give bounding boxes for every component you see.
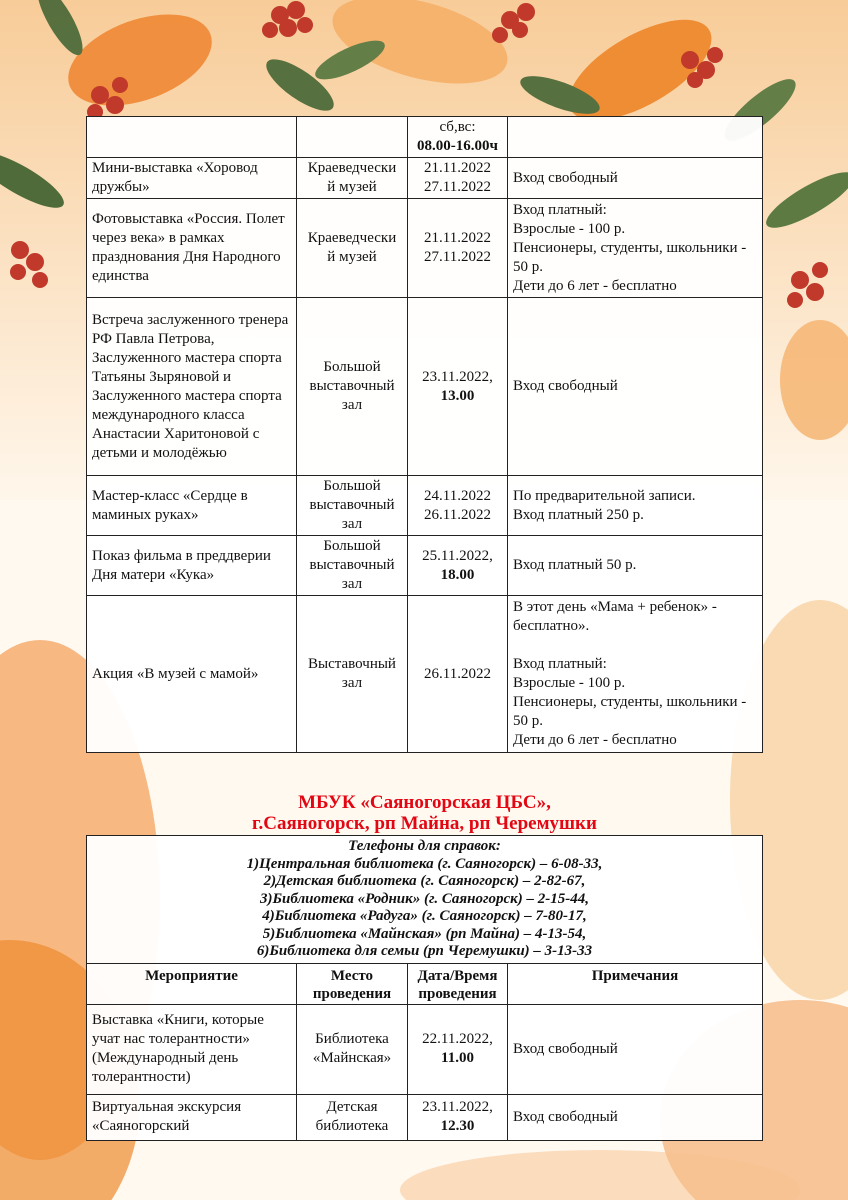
place-cell: Большой выставочный зал: [297, 298, 408, 476]
phone-line: 6)Библиотека для семьи (рп Черемушки) – 3-13-33: [256, 943, 593, 959]
date-text: сб,вс:: [439, 119, 476, 135]
date-cell: 21.11.2022 27.11.2022: [408, 158, 508, 199]
event-cell: Встреча заслуженного тренера РФ Павла Петрова, Заслуженного мастера спорта Татьяны Зыряновой и Заслуженного мастера спорта международного класса Анастасии Харитоновой с детьми и молодёжью: [87, 298, 297, 476]
place-cell: Детская библиотека: [297, 1094, 408, 1140]
date-cell: [408, 1004, 508, 1094]
date-cell: [408, 298, 508, 476]
phones-row: [87, 836, 763, 964]
table-row: [87, 1094, 763, 1140]
table-row: [87, 199, 763, 298]
date-text: 25.11.2022,: [422, 547, 493, 564]
note-cell: Вход свободный: [508, 158, 763, 199]
phones-cell: [87, 836, 763, 964]
date-cell: 21.11.2022 27.11.2022: [408, 199, 508, 298]
place-cell: Большой выставочный зал: [297, 476, 408, 536]
note-cell: Вход платный 50 р.: [508, 536, 763, 596]
phone-line: 5)Библиотека «Майнская» (рп Майна) – 4-13-54,: [262, 925, 587, 942]
event-cell: Выставка «Книги, которые учат нас толерантности» (Международный день толерантности): [87, 1004, 297, 1094]
section-title-line: г.Саяногорск, рп Майна, рп Черемушки: [252, 813, 597, 834]
section-title-line: МБУК «Саяногорская ЦБС»,: [298, 792, 551, 813]
place-cell: Выставочный зал: [297, 596, 408, 753]
table-row: [87, 536, 763, 596]
phone-line: 1)Центральная библиотека (г. Саяногорск) – 6-08-33,: [246, 855, 603, 872]
date-text: 22.11.2022,: [422, 1031, 493, 1047]
table-row: [87, 476, 763, 536]
note-cell: В этот день «Мама + ребенок» - бесплатно». Вход платный: Взрослые - 100 р. Пенсионеры, студенты, школьники - 50 р. Дети до 6 лет - бесплатно: [508, 596, 763, 753]
column-header: Мероприятие: [87, 963, 297, 1004]
library-events-table: [86, 835, 763, 1141]
table-row: [87, 1004, 763, 1094]
place-cell: Краеведчески й музей: [297, 158, 408, 199]
phone-line: 2)Детская библиотека (г. Саяногорск) – 2-82-67,: [263, 873, 586, 889]
time-text: 12.30: [440, 1118, 475, 1134]
event-cell: Виртуальная экскурсия «Саяногорский: [87, 1094, 297, 1140]
event-cell: Мастер-класс «Сердце в маминых руках»: [87, 476, 297, 536]
date-text: 23.11.2022,: [422, 1099, 493, 1115]
date-cell: [408, 536, 508, 596]
table-row: [87, 158, 763, 199]
date-cell: [408, 117, 508, 158]
date-cell: 24.11.2022 26.11.2022: [408, 476, 508, 536]
place-cell: [297, 117, 408, 158]
event-cell: Акция «В музей с мамой»: [87, 596, 297, 753]
event-cell: Фотовыставка «Россия. Полет через века» в рамках празднования Дня Народного единства: [87, 199, 297, 298]
note-cell: Вход свободный: [508, 1004, 763, 1094]
time-text: 18.00: [440, 566, 475, 583]
note-cell: Вход свободный: [508, 1094, 763, 1140]
museum-events-table: [86, 116, 763, 753]
note-cell: [508, 117, 763, 158]
column-header: Дата/Время проведения: [408, 963, 508, 1004]
table-row: [87, 298, 763, 476]
event-cell: Показ фильма в преддверии Дня матери «Кука»: [87, 536, 297, 596]
time-text: 08.00-16.00ч: [417, 138, 498, 154]
date-text: 23.11.2022,: [422, 368, 493, 385]
time-text: 13.00: [440, 387, 475, 404]
date-cell: 26.11.2022: [408, 596, 508, 753]
place-cell: Библиотека «Майнская»: [297, 1004, 408, 1094]
column-header: Место проведения: [297, 963, 408, 1004]
time-text: 11.00: [441, 1050, 474, 1066]
section-title: [86, 792, 763, 834]
table-row: [87, 117, 763, 158]
phone-line: 3)Библиотека «Родник» (г. Саяногорск) – 2-15-44,: [259, 890, 590, 907]
note-cell: Вход платный: Взрослые - 100 р. Пенсионеры, студенты, школьники - 50 р. Дети до 6 лет - бесплатно: [508, 199, 763, 298]
column-header: Примечания: [508, 963, 763, 1004]
table-row: [87, 596, 763, 753]
note-cell: По предварительной записи. Вход платный 250 р.: [508, 476, 763, 536]
event-cell: Мини-выставка «Хоровод дружбы»: [87, 158, 297, 199]
header-row: [87, 963, 763, 1004]
place-cell: Краеведчески й музей: [297, 199, 408, 298]
place-cell: Большой выставочный зал: [297, 536, 408, 596]
date-cell: [408, 1094, 508, 1140]
phone-line: 4)Библиотека «Радуга» (г. Саяногорск) – 7-80-17,: [262, 908, 587, 924]
event-cell: [87, 117, 297, 158]
note-cell: Вход свободный: [508, 298, 763, 476]
phones-heading: Телефоны для справок:: [348, 838, 501, 854]
